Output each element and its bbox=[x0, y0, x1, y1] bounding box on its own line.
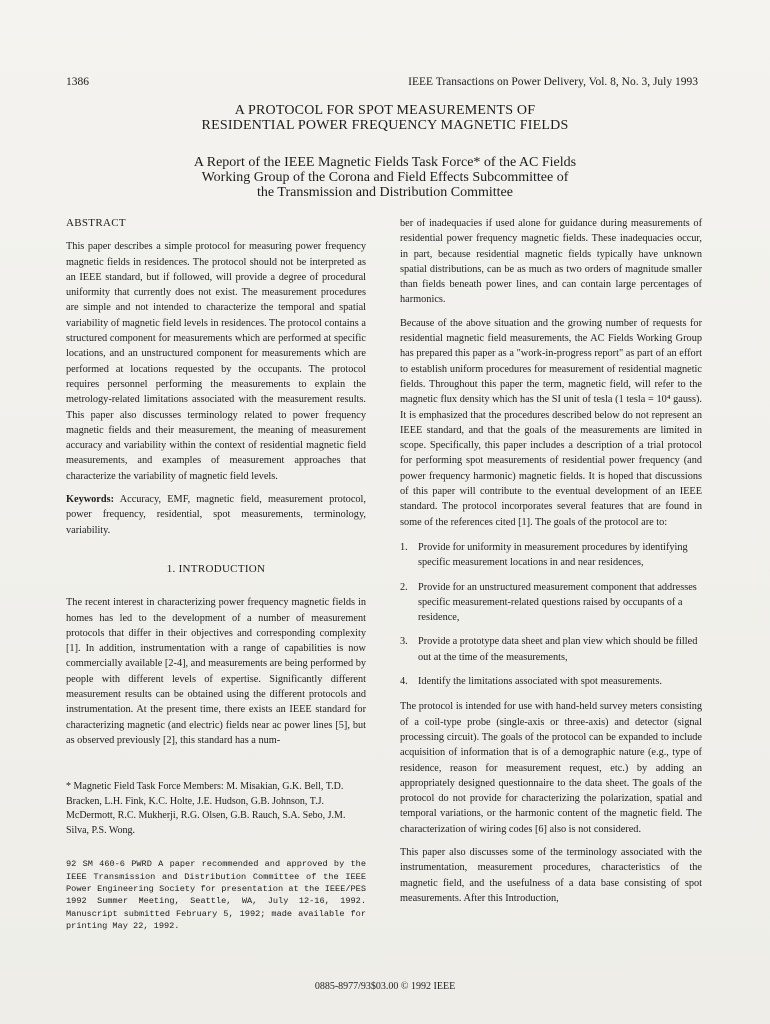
protocol-goals-list bbox=[400, 540, 702, 689]
keywords-text: Accuracy, EMF, magnetic field, measurement protocol, power frequency, residential, spot measurements, terminology, variability. bbox=[66, 494, 366, 536]
journal-citation: IEEE Transactions on Power Delivery, Vol. 8, No. 3, July 1993 bbox=[408, 76, 698, 88]
right-paragraph-4: This paper also discusses some of the terminology associated with the instrumentation, measurement procedures, characteristics of the magnetic field, and the usefulness of a data base consisting of spot measurements. After this Introduction, bbox=[400, 846, 702, 904]
subtitle-line-1: A Report of the IEEE Magnetic Fields Task Force* of the AC Fields bbox=[193, 155, 577, 170]
paper-authors bbox=[0, 155, 770, 200]
list-item bbox=[400, 580, 702, 626]
goal-number: 3. bbox=[400, 636, 408, 648]
list-item bbox=[400, 674, 702, 689]
keywords-label: Keywords: bbox=[66, 494, 115, 506]
goal-number: 1. bbox=[400, 541, 408, 553]
keywords bbox=[66, 492, 366, 538]
right-paragraph-3: The protocol is intended for use with hand-held survey meters consisting of a coil-type probe (single-axis or three-axis) and detector (signal processing circuit). The goals of the protocol can be expanded to include acquisition of information that is of a demographic nature (e.g., type of residence, reason for measurement request, etc.) by adding an appropriately designed questionnaire to the data sheet. The goals of the protocol do not provide for characterizing the polarization, spatial and temporal variations, or the harmonic content of the magnetic field. The characterization of wiring codes [6] also is not considered. bbox=[400, 701, 702, 835]
goal-text: Provide for an unstructured measurement component that addresses specific measurement-related questions raised by occupants of a residence, bbox=[418, 581, 697, 624]
task-force-footnote: * Magnetic Field Task Force Members: M. Misakian, G.K. Bell, T.D. Bracken, L.H. Fink, K.C. Holte, J.E. Hudson, G.B. Johnson, T.J. McDermott, R.C. Mukherji, R.G. Olsen, G.B. Rauch, S.A. Sebo, J.M. Silva, P.S. Wong. bbox=[66, 781, 346, 836]
copyright-footer: 0885-8977/93$03.00 © 1992 IEEE bbox=[314, 981, 456, 992]
left-column bbox=[66, 216, 366, 933]
goal-text: Provide for uniformity in measurement procedures by identifying specific measurement locations in and near residences, bbox=[418, 541, 688, 569]
introduction-text: The recent interest in characterizing power frequency magnetic fields in homes has led to the development of a number of measurement protocols that differ in their objectives and corresponding complexity [1]. In addition, instrumentation with a range of capabilities is now commercially available [2-4], and measurements are being performed by people with different levels of expertise. Significantly different measurement results can be obtained using the different protocols and instrumentation. At the present time, there exists an IEEE standard for characterizing magnetic (and electric) fields near ac power lines [5], but as observed previously [2], this standard has a num- bbox=[66, 597, 366, 746]
running-header bbox=[66, 76, 698, 88]
title-line-2: RESIDENTIAL POWER FREQUENCY MAGNETIC FIELDS bbox=[201, 118, 569, 133]
goal-number: 2. bbox=[400, 581, 408, 593]
introduction-heading: 1. INTRODUCTION bbox=[166, 562, 266, 575]
paper-title bbox=[0, 103, 770, 133]
abstract-text: This paper describes a simple protocol for measuring power frequency magnetic fields in residences. The protocol should not be interpreted as an IEEE standard, but if followed, will provide a degree of procedural uniformity that currently does not exist. The measurement procedures are simple and not intended to characterize the temporal and spatial variability of magnetic field levels in residences. The protocol contains a structured component for measurements which are performed at specific locations, and an unstructured component for measurements which are performed at locations requested by the occupants. The protocol requires personnel performing the measurements to explain the metrology-related limitations associated with the measurement results. This paper also discusses terminology related to power frequency magnetic fields and their measurement, the meaning of measurement accuracy and variability within the context of residential magnetic field measurements, and examples of measurement approaches that characterize the variability of magnetic field levels. bbox=[66, 241, 366, 482]
subtitle-line-3: the Transmission and Distribution Committee bbox=[257, 185, 513, 200]
list-item bbox=[400, 540, 702, 571]
right-paragraph-1: ber of inadequacies if used alone for guidance during measurements of residential power frequency magnetic fields. These inadequacies occur, in part, because residential magnetic fields typically have unknown spatial distributions, can be as much as two orders of magnitude smaller than fields beneath power lines, and can contain large percentages of harmonics. bbox=[400, 218, 702, 306]
subtitle-line-2: Working Group of the Corona and Field Effects Subcommittee of bbox=[201, 170, 569, 185]
list-item bbox=[400, 634, 702, 665]
right-column bbox=[400, 216, 702, 914]
page-number: 1386 bbox=[66, 76, 89, 88]
paper-submission-note: 92 SM 460-6 PWRD A paper recommended and approved by the IEEE Transmission and Distribution Committee of the IEEE Power Engineering Society for presentation at the IEEE/PES 1992 Summer Meeting, Seattle, WA, July 12-16, 1992. Manuscript submitted February 5, 1992; made available for printing May 22, 1992. bbox=[66, 859, 366, 932]
title-line-1: A PROTOCOL FOR SPOT MEASUREMENTS OF bbox=[234, 103, 536, 118]
abstract-heading: ABSTRACT bbox=[66, 217, 126, 229]
goal-text: Identify the limitations associated with spot measurements. bbox=[418, 676, 662, 688]
goal-text: Provide a prototype data sheet and plan view which should be filled out at the time of the measurements, bbox=[418, 636, 698, 663]
goal-number: 4. bbox=[400, 676, 408, 688]
right-paragraph-2: Because of the above situation and the growing number of requests for residential magnetic field measurements, the AC Fields Working Group has prepared this paper as a "work-in-progress report" as part of an effort to establish uniform procedures for measurement of residential magnetic fields. Throughout this paper the term, magnetic field, will refer to the magnetic flux density which has the SI unit of tesla (1 tesla = 10⁴ gauss). It is emphasized that the procedures described below do not represent an IEEE standard, and that the goals of the measurements are limited in scope. Specifically, this paper includes a description of a trial protocol for performing spot measurements of residential power frequency (and power frequency harmonic) magnetic fields. It is hoped that discussions of this paper will contribute to the eventual development of an IEEE standard. The protocol incorporates several features that are found in some of the references cited [1]. The goals of the protocol are to: bbox=[400, 317, 702, 528]
